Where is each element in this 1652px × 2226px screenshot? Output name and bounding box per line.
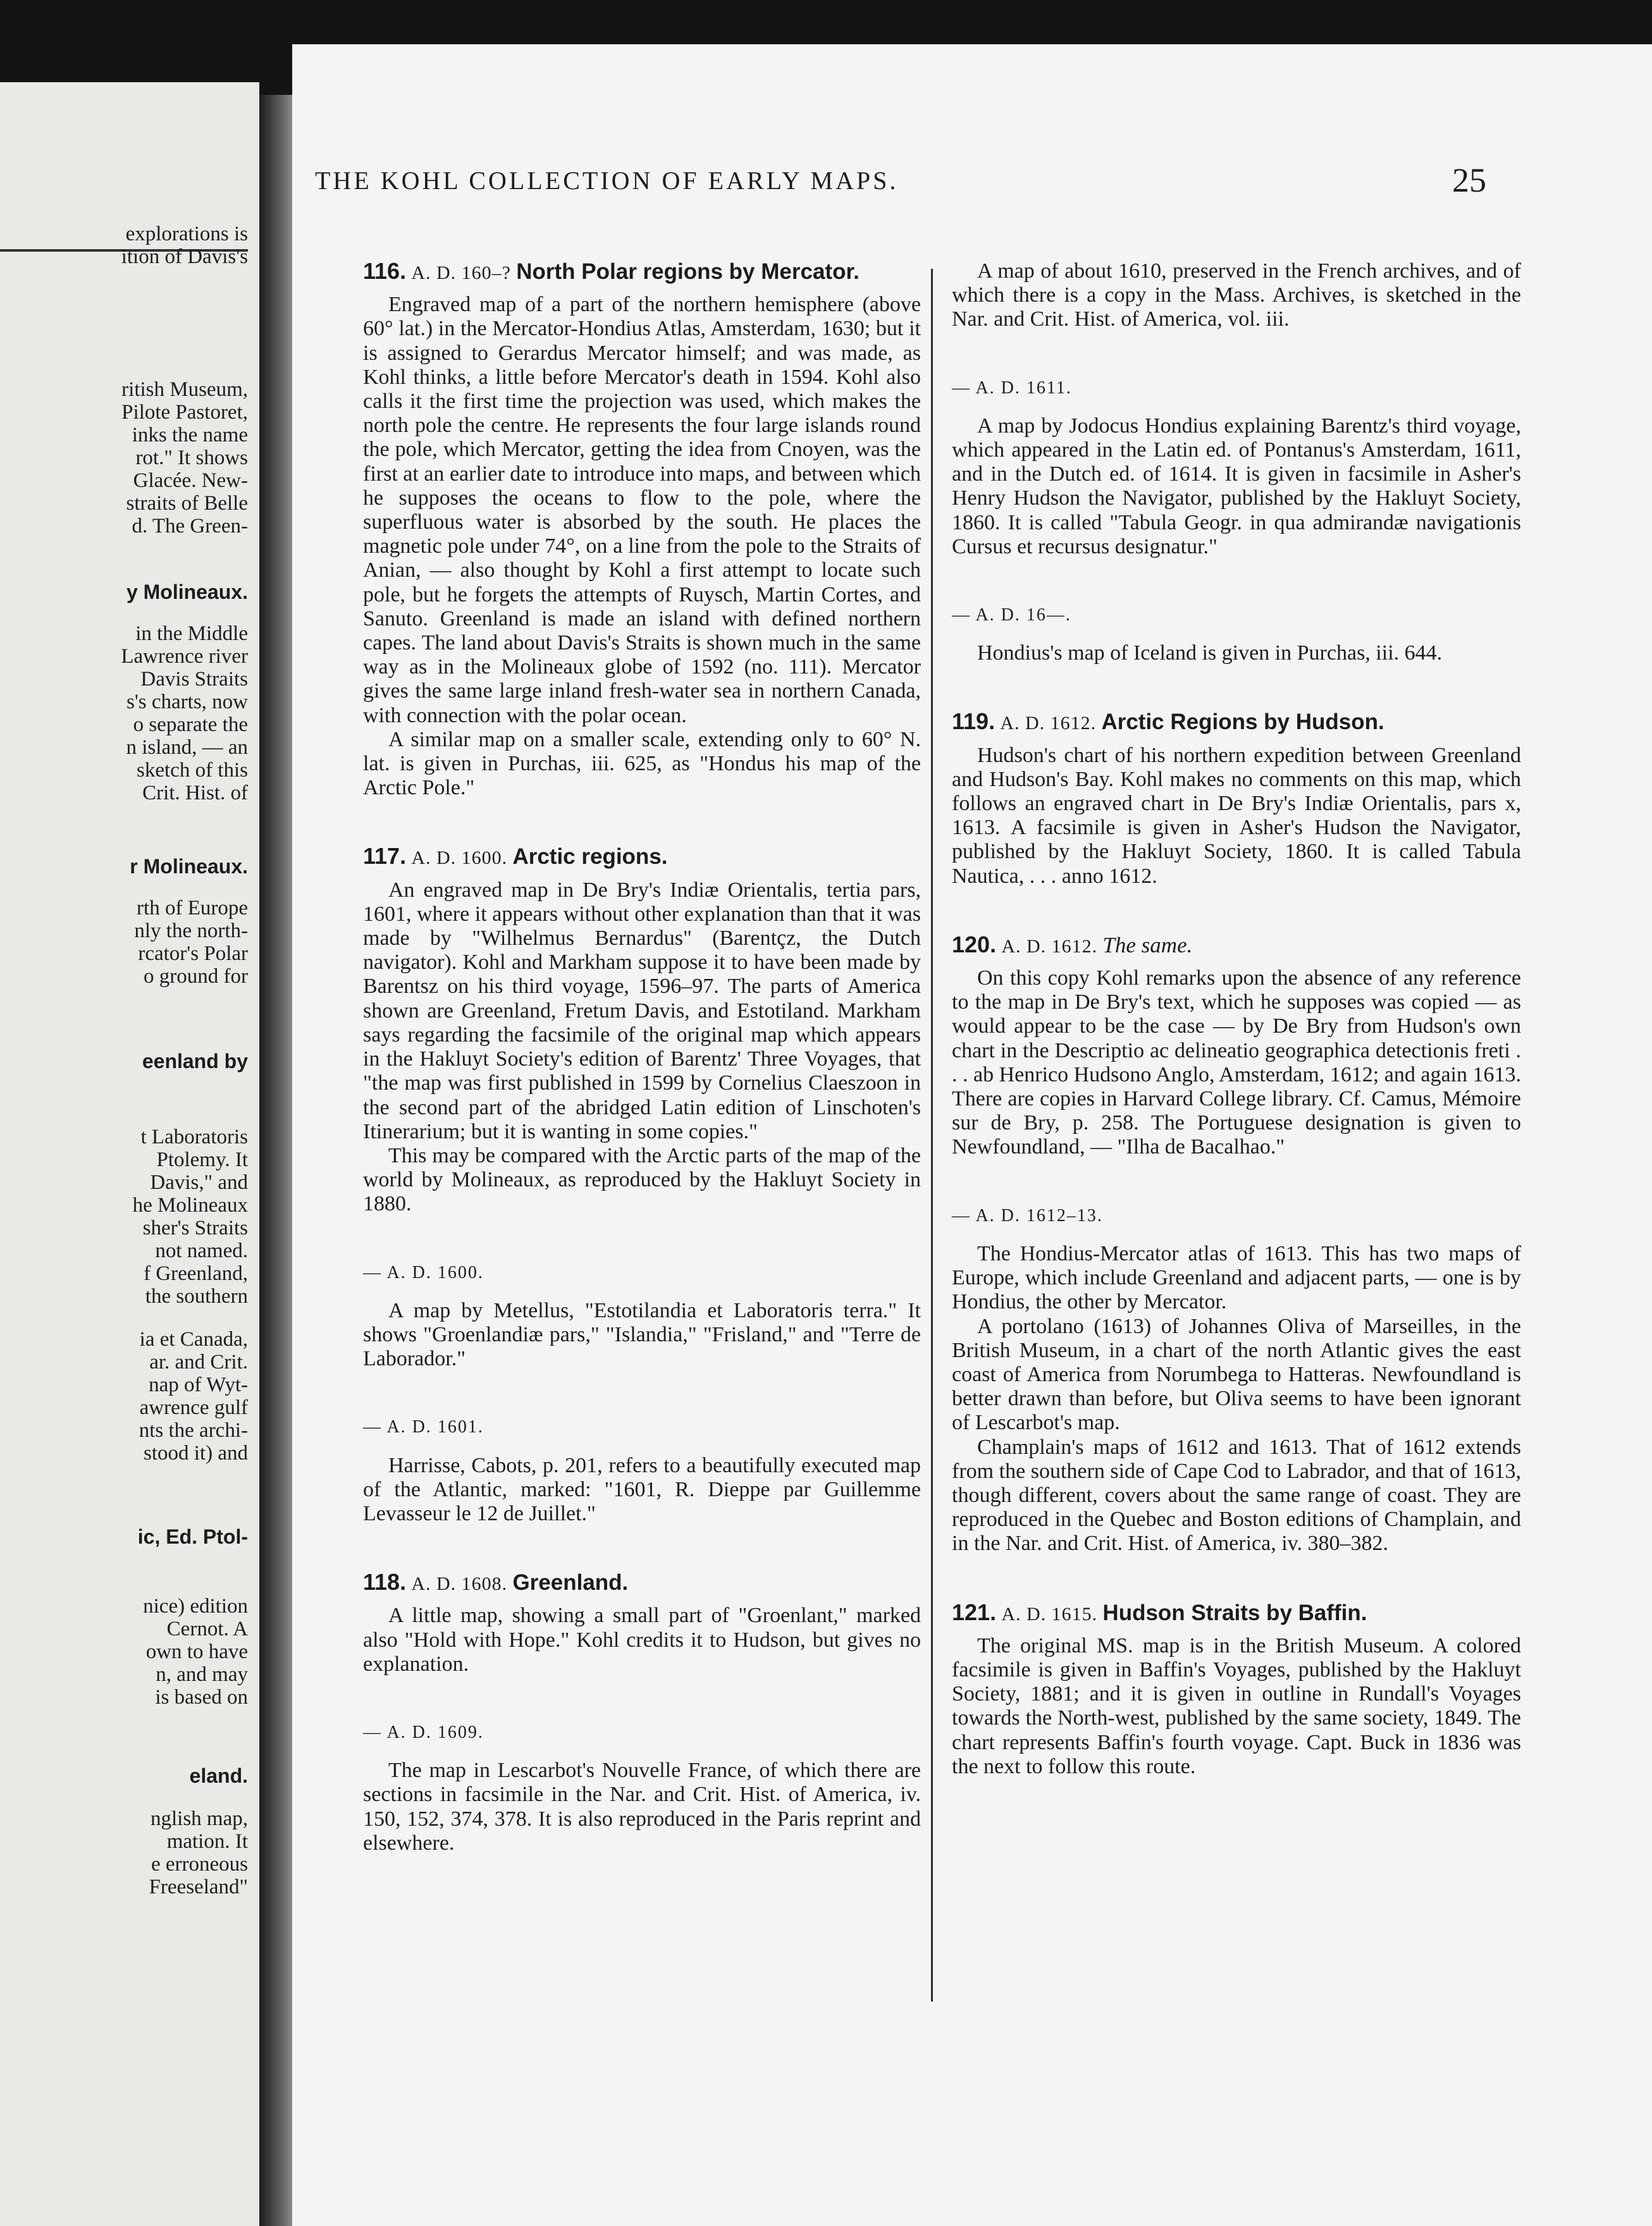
- entry-date: — A. D. 1612–13.: [952, 1205, 1103, 1226]
- catalog-entry: [952, 1204, 1521, 1556]
- entry-title: North Polar regions by Mercator.: [516, 259, 860, 284]
- facing-page-line: explorations is: [125, 223, 248, 245]
- facing-page-line: r Molineaux.: [130, 855, 248, 878]
- catalog-entry: [952, 1601, 1521, 1779]
- catalog-entry: [363, 1261, 921, 1372]
- entry-date: A. D. 1612.: [1001, 935, 1098, 957]
- facing-page-line: nap of Wyt-: [149, 1374, 248, 1396]
- facing-page-line: Davis Straits: [140, 668, 248, 691]
- book-spine: [259, 95, 292, 2226]
- facing-page-line: awrence gulf: [139, 1396, 248, 1419]
- entry-number: 116.: [363, 258, 407, 284]
- facing-page-line: the southern: [145, 1285, 248, 1308]
- entry-heading: [363, 844, 921, 870]
- facing-page-line: ritish Museum,: [121, 378, 248, 401]
- entry-date: — A. D. 1601.: [363, 1417, 484, 1437]
- column-divider: [931, 269, 933, 2002]
- facing-page-line: eenland by: [142, 1050, 248, 1073]
- facing-page: [0, 82, 259, 2226]
- entry-number: 120.: [952, 931, 997, 957]
- facing-page-line: rcator's Polar: [138, 942, 248, 965]
- facing-page-line: inks the name: [132, 424, 248, 446]
- entry-date: A. D. 1600.: [411, 847, 508, 869]
- entry-paragraph: A similar map on a smaller scale, extending only to 60° N. lat. is given in Purchas, iii. 625, as "Hondus his map of the Arctic Pole.": [363, 727, 921, 800]
- catalog-entry: [363, 1570, 921, 1676]
- entry-title: Arctic regions.: [512, 844, 668, 870]
- entry-paragraph: Champlain's maps of 1612 and 1613. That of 1612 extends from the southern side of Cape Cod to Labrador, and that of 1613, though different, covers about the same range of coast. They are reproduced in the Quebec and Boston editions of Champlain, and in the Nar. and Crit. Hist. of America, iv. 380–382.: [952, 1435, 1521, 1556]
- entry-paragraph: This may be compared with the Arctic parts of the map of the world by Molineaux, as reproduced by the Hakluyt Society in 1880.: [363, 1143, 921, 1216]
- entry-paragraph: Engraved map of a part of the northern hemisphere (above 60° lat.) in the Mercator-Hondius Atlas, Amsterdam, 1630; but it is assigned to Gerardus Mercator himself; and was made, as Kohl thinks, a little before Mercator's death in 1594. Kohl also calls it the first time the projection was used, which makes the north pole the centre. He represents the four large islands round the pole, which Mercator, getting the idea from Cnoyen, was the first at an earlier date to introduce into maps, and between which he supposes the oceans to flow to the pole, where the superfluous water is absorbed by the south. He places the magnetic pole under 74°, on a line from the pole to the Straits of Anian, — also thought by Kohl a first attempt to locate such pole, but he forgets the attempts of Ruysch, Martin Cortes, and Sanuto. Greenland is made an island with defined northern capes. The land about Davis's Straits is shown much in the same way as in the Molineaux globe of 1592 (no. 111). Mercator gives the same large inland fresh-water sea in northern Canada, with connection with the polar ocean.: [363, 293, 921, 727]
- entry-heading: [952, 1601, 1521, 1626]
- facing-page-line: straits of Belle: [126, 492, 248, 515]
- catalog-entry: [363, 1721, 921, 1855]
- facing-page-line: ition of Davis's: [121, 245, 248, 268]
- entry-paragraph: A map by Jodocus Hondius explaining Barentz's third voyage, which appeared in the Latin ed. of Pontanus's Amsterdam, 1611, and in the Dutch ed. of 1614. It is given in facsimile in Asher's Henry Hudson the Navigator, published by the Hakluyt Society, 1860. It is called "Tabula Geogr. in qua admirandæ navigationis Cursus et recursus designatur.": [952, 414, 1521, 558]
- facing-page-line: t Laboratoris: [140, 1126, 248, 1148]
- facing-page-line: ic, Ed. Ptol-: [137, 1525, 248, 1548]
- entry-number: 121.: [952, 1599, 997, 1625]
- facing-page-line: e erroneous: [151, 1853, 248, 1876]
- entry-paragraph: A little map, showing a small part of "Groenlant," marked also "Hold with Hope." Kohl credits it to Hudson, but gives no explanation.: [363, 1604, 921, 1676]
- facing-page-line: not named.: [155, 1239, 248, 1262]
- entry-title: Greenland.: [512, 1570, 629, 1596]
- catalog-entry: [363, 259, 921, 800]
- facing-page-line: ia et Canada,: [139, 1328, 248, 1351]
- facing-page-line: Lawrence river: [121, 645, 248, 668]
- facing-page-line: f Greenland,: [144, 1262, 248, 1285]
- entry-date: — A. D. 1611.: [952, 378, 1072, 398]
- facing-page-line: is based on: [155, 1686, 248, 1709]
- facing-page-line: own to have: [145, 1640, 248, 1663]
- entry-title: The same.: [1102, 932, 1193, 957]
- entry-paragraph: On this copy Kohl remarks upon the absence of any reference to the map in De Bry's text, which he supposes was copied — as would appear to be the case — by De Bry from Hudson's own chart in the Descriptio ac delineatio geographica detectionis freti . . . ab Henrico Hudsono Anglo, Amsterdam, 1612; and again 1613. There are copies in Harvard College library. Cf. Camus, Mémoire sur de Bry, p. 258. The Portuguese designation is given to Newfoundland, — "Ilha de Bacalhao.": [952, 966, 1521, 1159]
- entry-heading: [952, 710, 1521, 735]
- facing-page-line: eland.: [189, 1764, 248, 1787]
- facing-page-line: in the Middle: [135, 622, 248, 645]
- facing-page-line: sher's Straits: [142, 1217, 248, 1239]
- facing-page-line: stood it) and: [144, 1442, 248, 1465]
- facing-page-line: Cernot. A: [166, 1618, 248, 1640]
- entry-title: Hudson Straits by Baffin.: [1102, 1600, 1367, 1625]
- running-head: THE KOHL COLLECTION OF EARLY MAPS.: [315, 166, 899, 195]
- facing-page-line: y Molineaux.: [126, 581, 248, 603]
- facing-page-line: o ground for: [144, 965, 248, 988]
- facing-page-line: o separate the: [133, 713, 248, 736]
- entry-paragraph: Hondius's map of Iceland is given in Purchas, iii. 644.: [977, 641, 1443, 665]
- entry-date: — A. D. 1600.: [363, 1262, 484, 1282]
- entry-date: A. D. 160–?: [411, 262, 511, 283]
- entry-paragraph: The map in Lescarbot's Nouvelle France, of which there are sections in facsimile in the Nar. and Crit. Hist. of America, iv. 150, 152, 374, 378. It is also reproduced in the Paris reprint and elsewhere.: [363, 1759, 921, 1855]
- facing-page-line: Davis," and: [150, 1171, 248, 1194]
- facing-page-line: n island, — an: [126, 736, 248, 759]
- entry-paragraph: A portolano (1613) of Johannes Oliva of Marseilles, in the British Museum, in a chart of the north Atlantic gives the east coast of America from Norumbega to Hatteras. Newfoundland is better drawn than before, but Oliva seems to have been ignorant of Lescarbot's map.: [952, 1314, 1521, 1435]
- entry-title: Arctic Regions by Hudson.: [1101, 710, 1384, 735]
- entry-date: A. D. 1615.: [1001, 1603, 1098, 1625]
- facing-page-line: d. The Green-: [132, 515, 248, 538]
- entry-heading: [363, 259, 921, 285]
- facing-page-line: rot." It shows: [135, 446, 248, 469]
- entry-date: — A. D. 16—.: [952, 605, 1071, 625]
- entry-date: A. D. 1612.: [1000, 713, 1097, 734]
- facing-page-line: he Molineaux: [132, 1194, 248, 1217]
- facing-page-line: Ptolemy. It: [156, 1148, 248, 1171]
- facing-page-line: Pilote Pastoret,: [121, 401, 248, 424]
- entry-paragraph: The original MS. map is in the British Museum. A colored facsimile is given in Baffin's Voyages, published by the Hakluyt Society, 1881; and it is given in outline in Rundall's Voyages towards the North-west, published by the same society, 1849. The chart represents Baffin's fourth voyage. Capt. Buck in 1836 was the next to follow this route.: [952, 1633, 1521, 1778]
- right-column: [952, 259, 1521, 1823]
- page-number: 25: [1452, 161, 1486, 199]
- catalog-entry: [363, 1415, 921, 1526]
- entry-paragraph: An engraved map in De Bry's Indiæ Orientalis, tertia pars, 1601, where it appears without other explanation than that it was made by "Wilhelmus Bernardus" (Barentçz, the Dutch navigator). Kohl and Markham suppose it to have been made by Barentsz on his third voyage, 1596–97. The parts of America shown are Greenland, Fretum Davis, and Estotiland. Markham says regarding the facsimile of the original map which appears in the Hakluyt Society's edition of Barentz' Three Voyages, that "the map was first published in 1599 by Cornelius Claeszoon in the second part of the abridged Latin edition of Linschoten's Itinerarium; but it is wanting in some copies.": [363, 878, 921, 1143]
- entry-date: — A. D. 1609.: [363, 1722, 484, 1742]
- entry-heading: [363, 1570, 921, 1596]
- facing-page-line: n, and may: [156, 1663, 248, 1686]
- facing-page-line: Freeseland": [149, 1876, 248, 1898]
- entry-paragraph: A map by Metellus, "Estotilandia et Laboratoris terra." It shows "Groenlandiæ pars," "Islandia," "Frisland," and "Terre de Laborador.": [363, 1298, 921, 1371]
- catalog-entry: [952, 603, 1521, 665]
- catalog-entry: [952, 710, 1521, 888]
- facing-page-line: nts the archi-: [139, 1419, 248, 1442]
- entry-paragraph: Harrisse, Cabots, p. 201, refers to a beautifully executed map of the Atlantic, marked: "1601, R. Dieppe par Guillemme Levasseur le 12 de Juillet.": [363, 1453, 921, 1525]
- catalog-entry: [363, 844, 921, 1216]
- entry-paragraph: The Hondius-Mercator atlas of 1613. This has two maps of Europe, which include Greenland and adjacent parts, — one is by Hondius, the other by Mercator.: [952, 1241, 1521, 1314]
- entry-number: 119.: [952, 708, 996, 735]
- facing-page-line: nglish map,: [151, 1807, 248, 1830]
- facing-page-line: Crit. Hist. of: [142, 782, 248, 804]
- facing-page-line: rth of Europe: [137, 897, 248, 919]
- left-column: [363, 259, 921, 1900]
- catalog-entry: [952, 933, 1521, 1160]
- entry-number: 117.: [363, 843, 407, 870]
- facing-page-line: nly the north-: [134, 919, 248, 942]
- facing-page-line: nice) edition: [143, 1595, 248, 1618]
- catalog-entry: [952, 259, 1521, 332]
- entry-number: 118.: [363, 1569, 407, 1596]
- entry-paragraph: A map of about 1610, preserved in the French archives, and of which there is a copy in the Mass. Archives, is sketched in the Nar. and Crit. Hist. of America, vol. iii.: [952, 259, 1521, 331]
- entry-paragraph: Hudson's chart of his northern expedition between Greenland and Hudson's Bay. Kohl makes no comments on this map, which follows an engraved chart in De Bry's Indiæ Orientalis, pars x, 1613. A facsimile is given in Asher's Hudson the Navigator, published by the Hakluyt Society, 1860. It is called Tabula Nautica, . . . anno 1612.: [952, 743, 1521, 888]
- facing-page-line: s's charts, now: [126, 691, 248, 713]
- entry-heading: [952, 933, 1521, 959]
- catalog-entry: [952, 376, 1521, 559]
- entry-date: A. D. 1608.: [411, 1573, 508, 1595]
- facing-page-line: Glacée. New-: [133, 469, 248, 492]
- facing-page-line: ar. and Crit.: [149, 1351, 248, 1374]
- facing-page-line: sketch of this: [137, 759, 248, 782]
- facing-page-line: mation. It: [166, 1830, 248, 1853]
